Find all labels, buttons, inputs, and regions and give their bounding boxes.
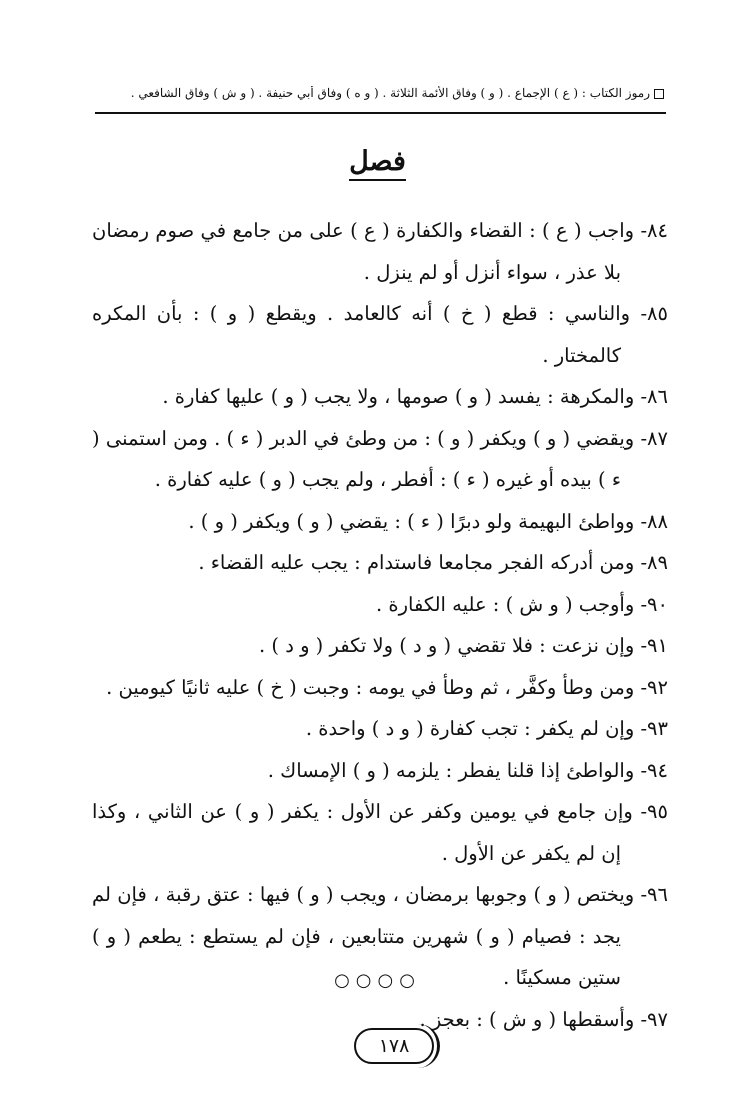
section-end-ornament: ○○○○ [334,970,421,991]
entry-96: ٩٦- ويختص ( و ) وجوبها برمضان ، ويجب ( و ) فيها : عتق رقبة ، فإن لم يجد : فصيام ( و ) شهرين متتابعين ، فإن لم يستطع : يطعم ( و ) ستين مسكينًا . [92,883,668,989]
entry-91: ٩١- وإن نزعت : فلا تقضي ( و د ) ولا تكفر ( و د ) . [258,634,668,657]
entries-list [92,210,668,1040]
header-text: رموز الكتاب : ( ع ) الإجماع . ( و ) وفاق الأئمة الثلاثة . ( و ه ) وفاق أبي حنيفة . ( و ش ) وفاق الشافعي . [130,86,650,100]
entry-97: ٩٧- وأسقطها ( و ش ) : بعجز . [419,1007,668,1031]
section-title [0,146,755,177]
entry-87: ٨٧- ويقضي ( و ) ويكفر ( و ) : من وطئ في الدبر ( ء ) . ومن استمنى ( ء ) بيده أو غيره ( ء ) : أفطر ، ولم يجب ( و ) عليه كفارة . [92,426,668,491]
entry-88: ٨٨- وواطئ البهيمة ولو دبرًا ( ء ) : يقضي ( و ) ويكفر ( و ) . [188,509,668,533]
entry-84: ٨٤- واجب ( ع ) : القضاء والكفارة ( ع ) على من جامع في صوم رمضان بلا عذر ، سواء أنزل أو لم ينزل . [92,219,668,284]
entry-90: ٩٠- وأوجب ( و ش ) : عليه الكفارة . [376,592,668,616]
entry-93: ٩٣- وإن لم يكفر : تجب كفارة ( و د ) واحدة . [305,717,668,740]
entry-95: ٩٥- وإن جامع في يومين وكفر عن الأول : يكفر ( و ) عن الثاني ، وكذا إن لم يكفر عن الأول . [92,800,668,865]
header-rule [95,112,666,114]
entry-92: ٩٢- ومن وطأ وكفَّر ، ثم وطأ في يومه : وجبت ( خ ) عليه ثانيًا كيومين . [106,675,668,699]
entry-94: ٩٤- والواطئ إذا قلنا يفطر : يلزمه ( و ) الإمساك . [267,758,668,782]
section-title-text: فصل [349,146,406,181]
page-number-text: ١٧٨ [378,1035,410,1057]
square-bullet-icon [654,89,664,99]
entry-85: ٨٥- والناسي : قطع ( خ ) أنه كالعامد . ويقطع ( و ) : بأن المكره كالمختار . [92,302,668,367]
entry-86: ٨٦- والمكرهة : يفسد ( و ) صومها ، ولا يجب ( و ) عليها كفارة . [162,385,668,408]
running-header [92,86,664,100]
entry-89: ٨٩- ومن أدركه الفجر مجامعا فاستدام : يجب عليه القضاء . [198,551,668,574]
page-number [354,1028,434,1064]
